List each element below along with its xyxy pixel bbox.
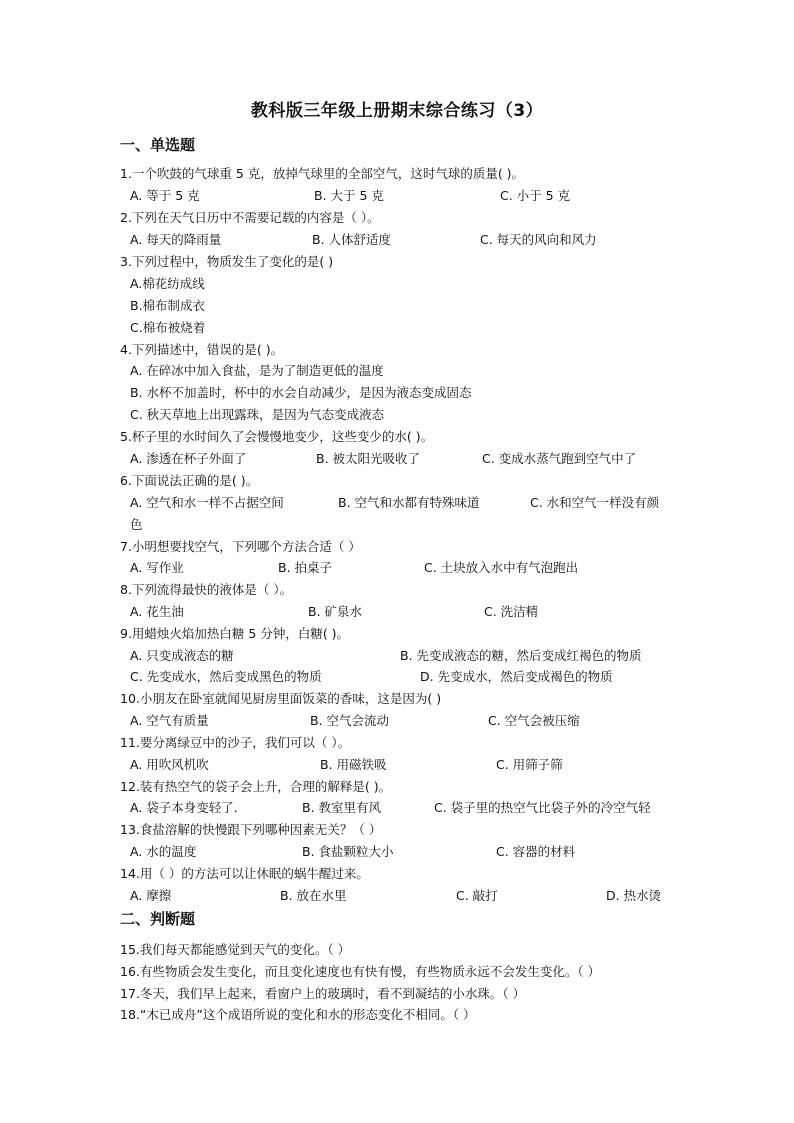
option: A. 每天的降雨量 [130, 232, 222, 247]
judgement-statement: 15.我们每天都能感觉到天气的变化。（ ） [120, 942, 351, 957]
option: A. 水的温度 [130, 844, 197, 859]
question-stem: 6.下面说法正确的是( )。 [120, 473, 259, 488]
question-stem: 8.下列流得最快的液体是（ ）。 [120, 582, 293, 597]
option: C. 秋天草地上出现露珠，是因为气态变成液态 [130, 407, 385, 422]
option: A. 摩擦 [130, 888, 172, 903]
question-stem: 9.用蜡烛火焰加热白糖 5 分钟，白糖( )。 [120, 626, 350, 641]
option: C. 空气会被压缩 [488, 713, 580, 728]
option: B.棉布制成衣 [130, 298, 206, 313]
option: C. 先变成水，然后变成黑色的物质 [130, 669, 322, 684]
option: A. 袋子本身变轻了． [130, 800, 247, 815]
option: B. 水杯不加盖时，杯中的水会自动减少，是因为液态变成固态 [130, 385, 472, 400]
section-heading-judgement: 二、判断题 [120, 910, 196, 928]
option: B. 放在水里 [280, 888, 347, 903]
option: B. 教室里有风 [302, 800, 382, 815]
option: A. 空气和水一样不占据空间 [130, 495, 284, 510]
option: C. 每天的风向和风力 [480, 232, 597, 247]
option: B. 拍桌子 [278, 560, 333, 575]
question-stem: 1.一个吹鼓的气球重 5 克，放掉气球里的全部空气，这时气球的质量( )。 [120, 166, 525, 181]
option: C. 容器的材料 [496, 844, 576, 859]
option: B. 空气和水都有特殊味道 [338, 495, 480, 510]
option: A. 在碎冰中加入食盐，是为了制造更低的温度 [130, 363, 384, 378]
judgement-statement: 18.“木已成舟”这个成语所说的变化和水的形态变化不相同。（ ） [120, 1007, 476, 1022]
option: C. 小于 5 克 [500, 188, 571, 203]
judgement-statement: 17.冬天，我们早上起来，看窗户上的玻璃时，看不到凝结的小水珠。（ ） [120, 986, 526, 1001]
question-stem: 11.要分离绿豆中的沙子，我们可以（ ）。 [120, 735, 351, 750]
option: A. 花生油 [130, 604, 184, 619]
option: B. 空气会流动 [310, 713, 390, 728]
question-stem: 14.用（ ）的方法可以让休眠的蜗牛醒过来。 [120, 866, 369, 881]
option: A.棉花纺成线 [130, 276, 205, 291]
judgement-statement: 16.有些物质会发生变化，而且变化速度也有快有慢，有些物质永远不会发生变化。（ ） [120, 964, 601, 979]
option: B. 人体舒适度 [312, 232, 392, 247]
question-stem: 13.食盐溶解的快慢跟下列哪种因素无关？（ ） [120, 822, 382, 837]
question-stem: 7.小明想要找空气，下列哪个方法合适（ ） [120, 539, 361, 554]
option: A. 只变成液态的糖 [130, 648, 234, 663]
question-stem: 2.下列在天气日历中不需要记载的内容是（ ）。 [120, 210, 380, 225]
option: B. 先变成液态的糖，然后变成红褐色的物质 [400, 648, 642, 663]
option: B. 被太阳光吸收了 [316, 451, 421, 466]
option: D. 先变成水，然后变成褐色的物质 [420, 669, 613, 684]
section-heading-single-choice: 一、单选题 [120, 136, 196, 154]
option: D. 热水烫 [606, 888, 662, 903]
page-title: 教科版三年级上册期末综合练习（3） [250, 101, 544, 121]
question-stem: 10.小朋友在卧室就闻见厨房里面饭菜的香味，这是因为( ) [120, 691, 442, 706]
option: A. 等于 5 克 [130, 188, 200, 203]
option: C. 洗洁精 [484, 604, 539, 619]
question-stem: 5.杯子里的水时间久了会慢慢地变少，这些变少的水( )。 [120, 429, 434, 444]
option-continuation: 色 [130, 517, 143, 532]
option: C. 变成水蒸气跑到空气中了 [482, 451, 637, 466]
question-stem: 3.下列过程中，物质发生了变化的是( ) [120, 254, 334, 269]
option: B. 食盐颗粒大小 [302, 844, 394, 859]
option: A. 用吹风机吹 [130, 757, 209, 772]
option: C.棉布被烧着 [130, 320, 206, 335]
option: C. 用筛子筛 [496, 757, 563, 772]
question-stem: 4.下列描述中，错误的是( )。 [120, 342, 284, 357]
option: A. 渗透在杯子外面了 [130, 451, 247, 466]
option: B. 大于 5 克 [314, 188, 384, 203]
option: C. 土块放入水中有气泡跑出 [424, 560, 579, 575]
option: C. 袋子里的热空气比袋子外的冷空气轻 [434, 800, 651, 815]
option: B. 矿泉水 [308, 604, 363, 619]
option: B. 用磁铁吸 [320, 757, 387, 772]
option: C. 敲打 [456, 888, 498, 903]
question-stem: 12.装有热空气的袋子会上升，合理的解释是( )。 [120, 779, 392, 794]
option: A. 写作业 [130, 560, 184, 575]
option: A. 空气有质量 [130, 713, 209, 728]
option: C. 水和空气一样没有颜 [530, 495, 660, 510]
